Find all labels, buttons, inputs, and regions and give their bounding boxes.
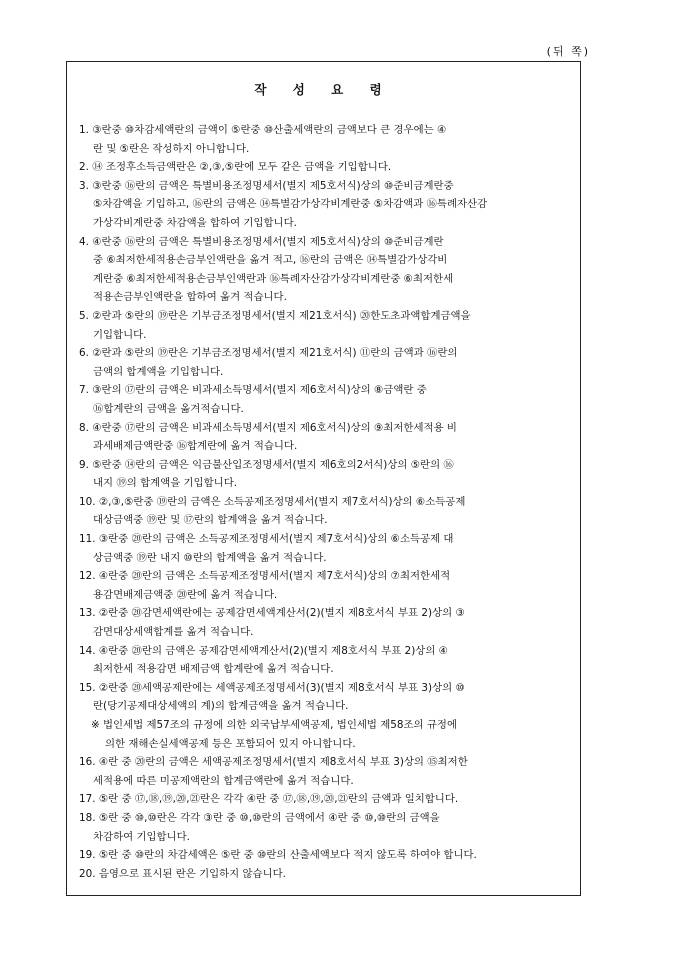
instruction-line: 17. ⑤란 중 ⑰,⑱,⑲,⑳,㉑란은 각각 ④란 중 ⑰,⑱,⑲,⑳,㉑란의 금액과 일치합니다. xyxy=(79,793,459,806)
instruction-line: 2. ⑭ 조정후소득금액란은 ②,③,⑤란에 모두 같은 금액을 기입합니다. xyxy=(79,161,392,174)
instruction-line: 14. ④란중 ⑳란의 금액은 공제감면세액계산서(2)(별지 제8호서식 부표 2)상의 ④ xyxy=(79,644,448,657)
instruction-line: 내지 ⑲의 합계액을 기입합니다. xyxy=(93,477,238,490)
instruction-line: 6. ②란과 ⑤란의 ⑲란은 기부금조정명세서(별지 제21호서식) ⑪란의 금액과 ⑯란의 xyxy=(79,347,458,360)
instruction-line: 5. ②란과 ⑤란의 ⑲란은 기부금조정명세서(별지 제21호서식) ⑳한도초과액합계금액을 xyxy=(79,309,471,322)
instruction-line: 금액의 합계액을 기입합니다. xyxy=(93,365,224,378)
instruction-line: 8. ④란중 ⑰란의 금액은 비과세소득명세서(별지 제6호서식)상의 ⑨최저한세적용 비 xyxy=(79,421,457,434)
instruction-line: ⑤차감액을 기입하고, ⑯란의 금액은 ⑭특별감가상각비계란중 ⑤차감액과 ⑯특례자산감 xyxy=(93,198,488,211)
note-line: ※ 법인세법 제57조의 규정에 의한 외국납부세액공제, 법인세법 제58조의 규정에 xyxy=(91,719,457,731)
instruction-line: 란(당기공제대상세액의 계)의 합계금액을 옮겨 적습니다. xyxy=(93,700,349,713)
instruction-line: 세적용에 따른 미공제액란의 합계금액란에 옮겨 적습니다. xyxy=(93,774,354,787)
instruction-line: 19. ⑤란 중 ⑩란의 차감세액은 ⑤란 중 ⑩란의 산출세액보다 적지 않도록 하여야 합니다. xyxy=(79,849,477,862)
instruction-line: 용감면배제금액중 ⑳란에 옮겨 적습니다. xyxy=(93,588,278,601)
instructions-box xyxy=(66,61,581,896)
instruction-line: 계란중 ⑥최저한세적용손금부인액란과 ⑯특례자산감가상각비계란중 ⑥최저한세 xyxy=(93,272,454,285)
instruction-line: 13. ②란중 ⑳감면세액란에는 공제감면세액계산서(2)(별지 제8호서식 부표 2)상의 ③ xyxy=(79,607,465,620)
instruction-line: 12. ④란중 ⑳란의 금액은 소득공제조정명세서(별지 제7호서식)상의 ⑦최저한세적 xyxy=(79,570,451,583)
instruction-line: 10. ②,③,⑤란중 ⑲란의 금액은 소득공제조정명세서(별지 제7호서식)상의 ⑥소득공제 xyxy=(79,495,466,508)
instruction-line: 감면대상세액합계를 옮겨 적습니다. xyxy=(93,626,254,639)
instruction-line: 란 및 ⑤란은 작성하지 아니합니다. xyxy=(93,142,250,155)
instruction-line: 18. ⑤란 중 ⑩,⑩란은 각각 ③란 중 ⑩,⑩란의 금액에서 ④란 중 ⑩,⑩란의 금액을 xyxy=(79,811,440,824)
document-title: 작 성 요 령 xyxy=(254,82,393,97)
instruction-line: 가상각비계란중 차감액을 합하여 기입합니다. xyxy=(93,216,297,229)
instruction-line: 9. ⑤란중 ⑭란의 금액은 익금불산입조정명세서(별지 제6호의2서식)상의 ⑤란의 ⑯ xyxy=(79,458,454,471)
instruction-list xyxy=(79,121,569,883)
instruction-line: 중 ⑥최저한세적용손금부인액란을 옮겨 적고, ⑯란의 금액은 ⑭특별감가상각비 xyxy=(93,254,448,267)
page-side-label: (뒤 쪽) xyxy=(546,45,590,58)
instruction-line: 20. 음영으로 표시된 란은 기입하지 않습니다. xyxy=(79,867,286,880)
note-line: 의한 재해손실세액공제 등은 포함되어 있지 아니합니다. xyxy=(105,737,356,750)
instruction-line: 11. ③란중 ⑳란의 금액은 소득공제조정명세서(별지 제7호서식)상의 ⑥소득공제 대 xyxy=(79,533,454,546)
instruction-line: 최저한세 적용감면 배제금액 합계란에 옮겨 적습니다. xyxy=(93,663,334,676)
instruction-line: 15. ②란중 ⑳세액공제란에는 세액공제조정명세서(3)(별지 제8호서식 부표 3)상의 ⑩ xyxy=(79,681,465,694)
instruction-line: 16. ④란 중 ⑳란의 금액은 세액공제조정명세서(별지 제8호서식 부표 3)상의 ⑮최저한 xyxy=(79,756,468,769)
instruction-line: 차감하여 기입합니다. xyxy=(93,830,190,843)
instruction-line: 7. ③란의 ⑰란의 금액은 비과세소득명세서(별지 제6호서식)상의 ⑧금액란 중 xyxy=(79,384,427,397)
instruction-line: ⑯합계란의 금액을 옮겨적습니다. xyxy=(93,402,244,415)
instruction-line: 4. ④란중 ⑯란의 금액은 특별비용조정명세서(별지 제5호서식)상의 ⑩준비금계란 xyxy=(79,235,444,248)
instruction-line: 3. ③란중 ⑯란의 금액은 특별비용조정명세서(별지 제5호서식)상의 ⑩준비금계란중 xyxy=(79,179,454,192)
instruction-line: 1. ③란중 ⑩차감세액란의 금액이 ⑤란중 ⑩산출세액란의 금액보다 큰 경우에는 ④ xyxy=(79,124,447,136)
instruction-line: 과세배제금액란중 ⑯합계란에 옮겨 적습니다. xyxy=(93,440,298,453)
instruction-line: 적용손금부인액란을 합하여 옮겨 적습니다. xyxy=(93,291,287,304)
instruction-line: 상금액중 ⑲란 내지 ⑩란의 합계액을 옮겨 적습니다. xyxy=(93,551,327,564)
instruction-line: 기입합니다. xyxy=(93,328,147,341)
instruction-line: 대상금액중 ⑲란 및 ⑰란의 합계액을 옮겨 적습니다. xyxy=(93,514,328,527)
